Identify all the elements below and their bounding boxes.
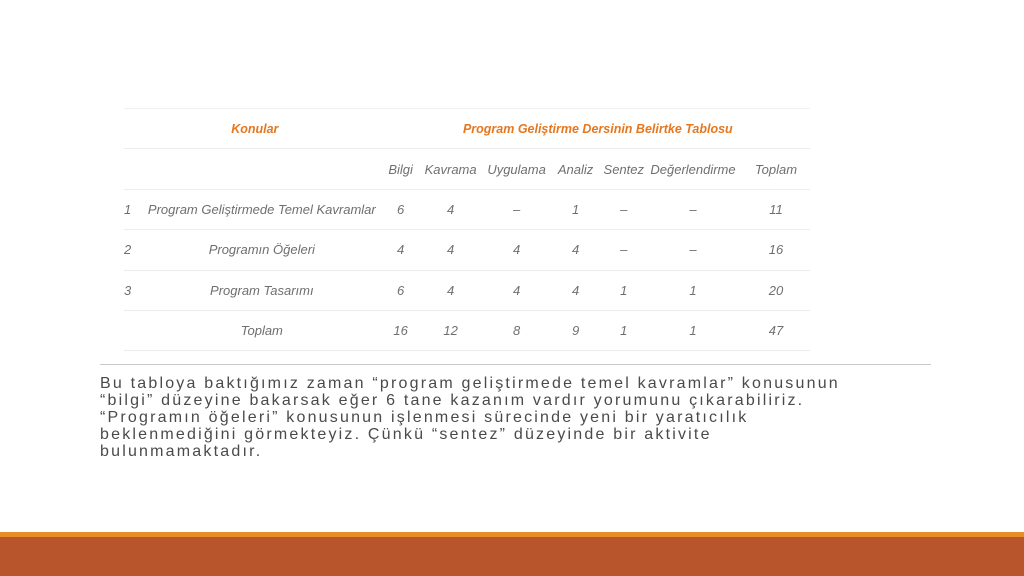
column-header: Kavrama (416, 149, 486, 189)
table-cell: 4 (548, 270, 604, 310)
table-header-row (124, 109, 810, 149)
table-cell: – (644, 230, 742, 270)
specification-table-image (124, 108, 810, 351)
column-header: Değerlendirme (644, 149, 742, 189)
divider-line (100, 364, 931, 365)
table-row (124, 189, 810, 229)
table-cell: 4 (416, 270, 486, 310)
table-cell: 1 (644, 310, 742, 350)
specification-table (124, 108, 810, 351)
table-cell: 12 (416, 310, 486, 350)
table-cell: – (486, 189, 548, 229)
table-cell: 20 (742, 270, 810, 310)
table-cell: 4 (548, 230, 604, 270)
table-cell: 9 (548, 310, 604, 350)
table-cell: – (604, 189, 644, 229)
table-cell: 1 (604, 270, 644, 310)
table-cell: 4 (416, 230, 486, 270)
table-cell: 8 (486, 310, 548, 350)
column-header: Toplam (742, 149, 810, 189)
column-header-row (124, 149, 810, 189)
table-cell: 1 (644, 270, 742, 310)
column-header: Analiz (548, 149, 604, 189)
row-topic: Programın Öğeleri (138, 230, 386, 270)
column-header: Uygulama (486, 149, 548, 189)
table-row (124, 230, 810, 270)
table-cell: 16 (742, 230, 810, 270)
table-title: Program Geliştirme Dersinin Belirtke Tablosu (386, 109, 810, 149)
row-topic: Program Geliştirmede Temel Kavramlar (138, 189, 386, 229)
table-cell: 4 (416, 189, 486, 229)
topics-header: Konular (124, 109, 386, 149)
table-cell: 1 (604, 310, 644, 350)
row-topic: Program Tasarımı (138, 270, 386, 310)
table-cell: 4 (486, 270, 548, 310)
row-number: 3 (124, 270, 138, 310)
body-paragraph: Bu tabloya baktığımız zaman “program geliştirmede temel kavramlar” konusunun “bilgi” düzeyine bakarsak eğer 6 tane kazanım vardır yorumunu çıkarabiliriz. “Programın öğeleri” konusunun işlenmesi sürecinde yeni bir yaratıcılık beklenmediğini görmekteyiz. Çünkü “sentez” düzeyinde bir aktivite bulunmamaktadır. (100, 375, 840, 460)
table-cell: 16 (386, 310, 416, 350)
table-cell: 6 (386, 270, 416, 310)
table-cell: 4 (486, 230, 548, 270)
column-header: Bilgi (386, 149, 416, 189)
column-header: Sentez (604, 149, 644, 189)
table-cell: – (644, 189, 742, 229)
table-cell: 1 (548, 189, 604, 229)
total-row (124, 310, 810, 350)
row-number: 2 (124, 230, 138, 270)
table-cell: – (604, 230, 644, 270)
table-cell: 47 (742, 310, 810, 350)
table-cell: 4 (386, 230, 416, 270)
footer-bar (0, 537, 1024, 576)
table-cell: 6 (386, 189, 416, 229)
row-number: 1 (124, 189, 138, 229)
total-label: Toplam (138, 310, 386, 350)
table-row (124, 270, 810, 310)
table-cell: 11 (742, 189, 810, 229)
